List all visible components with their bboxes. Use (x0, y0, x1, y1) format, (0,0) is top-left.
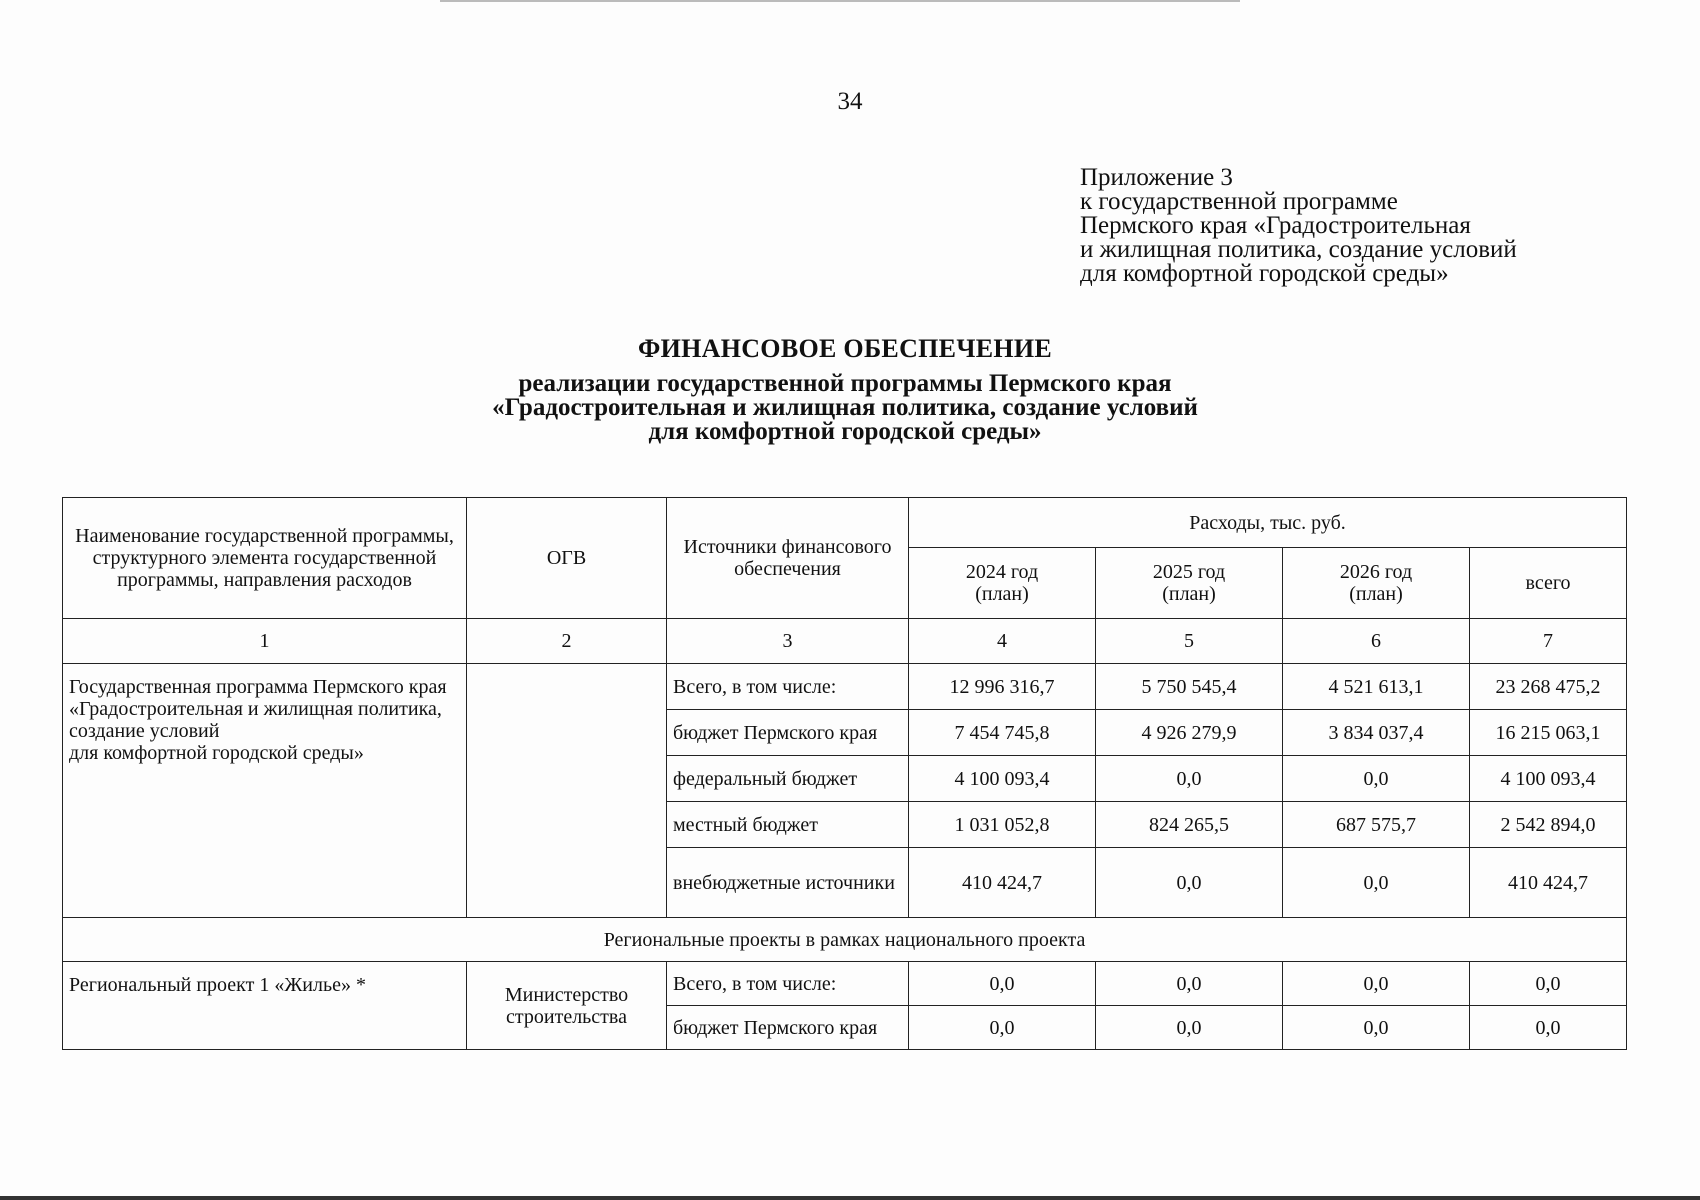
source-cell: местный бюджет (667, 802, 909, 848)
program-ogv-cell (467, 664, 667, 918)
scan-bottom-edge (0, 1196, 1700, 1200)
value-2026: 0,0 (1283, 848, 1470, 918)
header-2024 (909, 548, 1096, 619)
col-number: 6 (1283, 619, 1470, 664)
source-cell: федеральный бюджет (667, 756, 909, 802)
appendix-line: для комфортной городской среды» (1080, 260, 1449, 287)
subtitle-line: реализации государственной программы Пермского края (518, 370, 1172, 397)
page-number: 34 (837, 88, 863, 115)
program-name-tail: для комфортной городской среды» (69, 742, 364, 764)
subtitle-line: для комфортной городской среды» (648, 418, 1042, 445)
value-2026: 4 521 613,1 (1283, 664, 1470, 710)
value-total: 2 542 894,0 (1470, 802, 1627, 848)
value-2024: 12 996 316,7 (909, 664, 1096, 710)
value-2024: 410 424,7 (909, 848, 1096, 918)
value-2024: 1 031 052,8 (909, 802, 1096, 848)
header-2024-plan: (план) (975, 583, 1029, 605)
col-number: 4 (909, 619, 1096, 664)
appendix-line: Пермского края «Градостроительная (1080, 212, 1471, 239)
table-row (63, 664, 1627, 710)
column-number-row (63, 619, 1627, 664)
subtitle-line: «Градостроительная и жилищная политика, создание условий (492, 394, 1198, 421)
source-cell: Всего, в том числе: (667, 962, 909, 1006)
header-2025 (1096, 548, 1283, 619)
document-title: ФИНАНСОВОЕ ОБЕСПЕЧЕНИЕ (637, 334, 1053, 363)
source-cell: бюджет Пермского края (667, 710, 909, 756)
value-2026: 687 575,7 (1283, 802, 1470, 848)
appendix-line: к государственной программе (1080, 188, 1398, 215)
value-total: 23 268 475,2 (1470, 664, 1627, 710)
col-number: 2 (467, 619, 667, 664)
header-2026 (1283, 548, 1470, 619)
col-number: 5 (1096, 619, 1283, 664)
table-row (63, 962, 1627, 1006)
section-title: Региональные проекты в рамках национального проекта (63, 918, 1627, 962)
value-2025: 0,0 (1096, 756, 1283, 802)
scan-edge (440, 0, 1240, 2)
section-row (63, 918, 1627, 962)
col-number: 7 (1470, 619, 1627, 664)
value-2024: 7 454 745,8 (909, 710, 1096, 756)
value-2025: 0,0 (1096, 962, 1283, 1006)
value-total: 0,0 (1470, 1006, 1627, 1050)
header-2025-plan: (план) (1162, 583, 1216, 605)
value-2026: 0,0 (1283, 962, 1470, 1006)
header-2026-plan: (план) (1349, 583, 1403, 605)
header-2024-year: 2024 год (965, 561, 1039, 583)
value-2024: 4 100 093,4 (909, 756, 1096, 802)
source-cell: Всего, в том числе: (667, 664, 909, 710)
value-2025: 0,0 (1096, 1006, 1283, 1050)
value-2025: 5 750 545,4 (1096, 664, 1283, 710)
value-2026: 0,0 (1283, 1006, 1470, 1050)
financing-table (62, 497, 1627, 1050)
header-sources: Источники финансового обеспечения (667, 498, 909, 619)
col-number: 1 (63, 619, 467, 664)
project-name: Региональный проект 1 «Жилье» * (63, 962, 467, 1050)
value-2024: 0,0 (909, 962, 1096, 1006)
value-total: 16 215 063,1 (1470, 710, 1627, 756)
appendix-line: и жилищная политика, создание условий (1080, 236, 1517, 263)
source-cell: бюджет Пермского края (667, 1006, 909, 1050)
header-2026-year: 2026 год (1339, 561, 1413, 583)
source-cell: внебюджетные источники (667, 848, 909, 918)
appendix-line: Приложение 3 (1080, 164, 1233, 191)
value-total: 0,0 (1470, 962, 1627, 1006)
program-name-cell (63, 664, 467, 918)
value-2026: 0,0 (1283, 756, 1470, 802)
value-2026: 3 834 037,4 (1283, 710, 1470, 756)
value-2025: 0,0 (1096, 848, 1283, 918)
program-name: Государственная программа Пермского края «Градостроительная и жилищная политика, создание условий (69, 676, 447, 742)
value-2024: 0,0 (909, 1006, 1096, 1050)
header-total: всего (1470, 548, 1627, 619)
project-ogv: Министерство строительства (467, 962, 667, 1050)
document-subtitle (0, 372, 1690, 444)
col-number: 3 (667, 619, 909, 664)
value-total: 410 424,7 (1470, 848, 1627, 918)
value-2025: 824 265,5 (1096, 802, 1283, 848)
header-2025-year: 2025 год (1152, 561, 1226, 583)
value-total: 4 100 093,4 (1470, 756, 1627, 802)
header-name: Наименование государственной программы, структурного элемента государственной программы, направления расходов (63, 498, 467, 619)
appendix-note (1080, 166, 1517, 286)
header-expenses: Расходы, тыс. руб. (909, 498, 1627, 548)
value-2025: 4 926 279,9 (1096, 710, 1283, 756)
header-ogv: ОГВ (467, 498, 667, 619)
